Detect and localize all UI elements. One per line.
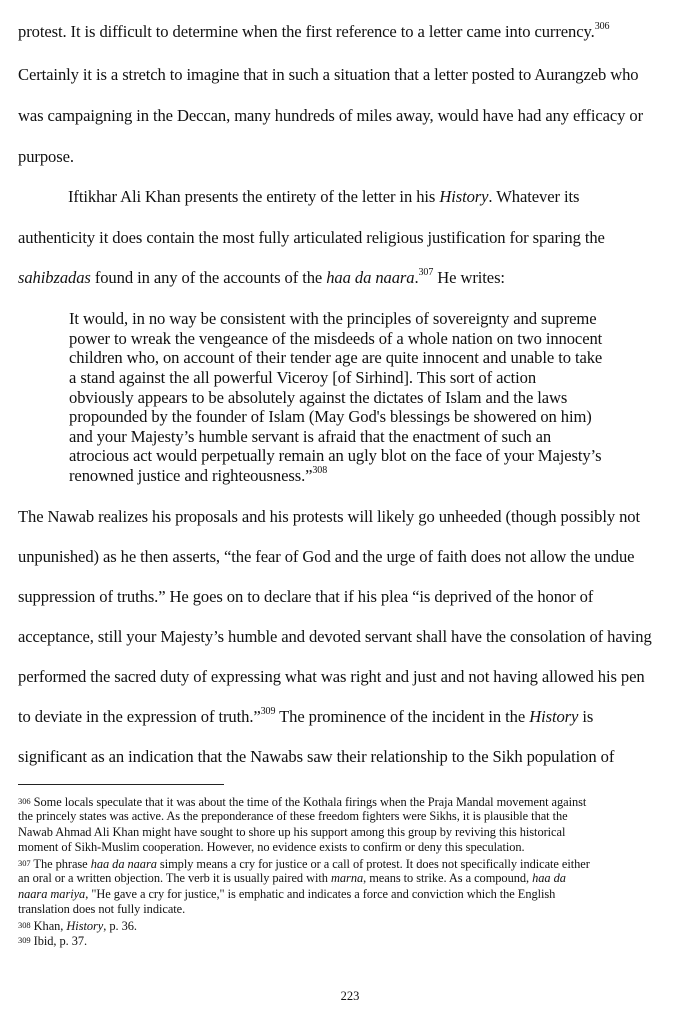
body-line: acceptance, still your Majesty’s humble and devoted servant shall have the consolation of having [18, 627, 652, 646]
body-text: . [414, 268, 419, 287]
body-text: Iftikhar Ali Khan presents the entirety of the letter in his [68, 187, 440, 206]
footnote-ref-309[interactable]: 309 [260, 706, 276, 718]
footnote-text: , means to strike. As a compound, [363, 871, 533, 885]
body-text: . Whatever its [488, 187, 580, 206]
body-line: The Nawab realizes his proposals and his protests will likely go unheeded (though possibly not [18, 507, 640, 526]
body-text: The prominence of the incident in the [275, 707, 530, 726]
footnote-line: Nawab Ahmad Ali Khan might have sought to shore up his support among this group by reviving this historical [18, 825, 566, 839]
quote-line: atrocious act would perpetually remain an ugly blot on the face of your Majesty’s [69, 446, 602, 465]
footnote-line [18, 887, 555, 902]
italic-title: History [439, 187, 489, 206]
body-line: was campaigning in the Deccan, many hundreds of miles away, would have had any efficacy or [18, 106, 644, 125]
body-line: unpunished) as he then asserts, “the fear of God and the urge of faith does not allow the undue [18, 547, 635, 566]
quote-line: a stand against the all powerful Viceroy [of Sirhind]. This sort of action [69, 368, 537, 387]
quote-line: power to wreak the vengeance of the misdeeds of a whole nation on two innocent [69, 329, 603, 348]
footnote-number: 309 [18, 935, 31, 945]
quote-line: children who, on account of their tender age are quite innocent and unable to take [69, 348, 603, 367]
footnote-307 [18, 856, 590, 872]
footnote-ref-307[interactable]: 307 [418, 267, 434, 279]
footnote-line [18, 871, 566, 886]
footnote-text: Ibid, p. 37. [30, 934, 88, 948]
quote-line: obviously appears to be absolutely against the dictates of Islam and the laws [69, 388, 568, 407]
footnote-text: , "He gave a cry for justice," is emphatic and indicates a force and conviction which the English [85, 887, 556, 901]
italic-term: sahibzadas [18, 268, 91, 287]
body-line: purpose. [18, 147, 74, 166]
body-line [68, 187, 579, 207]
footnote-line: moment of Sikh-Muslim cooperation. However, no evidence exists to confirm or deny this speculation. [18, 840, 525, 854]
body-text: is [578, 707, 594, 726]
footnote-text: Some locals speculate that it was about the time of the Kothala firings when the Praja Mandal movement against [30, 795, 587, 809]
italic-title: History [529, 707, 579, 726]
footnote-306 [18, 794, 586, 810]
body-line: performed the sacred duty of expressing what was right and just and not having allowed his pen [18, 667, 645, 686]
footnote-separator [18, 784, 224, 785]
italic-term: naara mariya [18, 887, 86, 901]
footnote-308 [18, 918, 137, 934]
body-line: Certainly it is a stretch to imagine that in such a situation that a letter posted to Aurangzeb who [18, 65, 639, 84]
footnote-number: 306 [18, 796, 31, 806]
body-text: He writes: [433, 268, 505, 287]
footnote-309 [18, 933, 87, 949]
quote-text: renowned justice and righteousness.” [69, 466, 313, 485]
quote-line: It would, in no way be consistent with the principles of sovereignty and supreme [69, 309, 597, 328]
body-line [18, 268, 505, 288]
italic-term: haa da naara [326, 268, 415, 287]
footnote-text: The phrase [30, 857, 91, 871]
footnote-line: the princely states was active. As the preponderance of these freedom fighters were Sikhs, it is plausible that the [18, 809, 568, 823]
footnote-ref-306[interactable]: 306 [594, 21, 610, 33]
italic-term: haa da [532, 871, 566, 885]
italic-title: History [66, 919, 104, 933]
page-number: 223 [340, 989, 360, 1003]
quote-line [69, 466, 327, 486]
body-line [18, 22, 609, 42]
footnote-line: translation does not fully indicate. [18, 902, 186, 916]
body-text: found in any of the accounts of the [90, 268, 327, 287]
footnote-text: , p. 36. [103, 919, 137, 933]
quote-line: and your Majesty’s humble servant is afraid that the enactment of such an [69, 427, 552, 446]
body-line [18, 707, 593, 727]
italic-term: marna [331, 871, 364, 885]
body-line: suppression of truths.” He goes on to declare that if his plea “is deprived of the honor of [18, 587, 594, 606]
footnote-number: 308 [18, 920, 31, 930]
footnote-text: an oral or a written objection. The verb it is usually paired with [18, 871, 331, 885]
quote-line: propounded by the founder of Islam (May God's blessings be showered on him) [69, 407, 592, 426]
footnote-ref-308[interactable]: 308 [312, 465, 328, 477]
body-text: protest. It is difficult to determine when the first reference to a letter came into currency. [18, 22, 595, 41]
footnote-text: simply means a cry for justice or a call of protest. It does not specifically indicate either [156, 857, 590, 871]
italic-term: haa da naara [90, 857, 157, 871]
body-line: significant as an indication that the Nawabs saw their relationship to the Sikh population of [18, 747, 615, 766]
footnote-number: 307 [18, 858, 31, 868]
footnote-text: Khan, [30, 919, 67, 933]
body-text: to deviate in the expression of truth.” [18, 707, 261, 726]
body-line: authenticity it does contain the most fully articulated religious justification for sparing the [18, 228, 605, 247]
